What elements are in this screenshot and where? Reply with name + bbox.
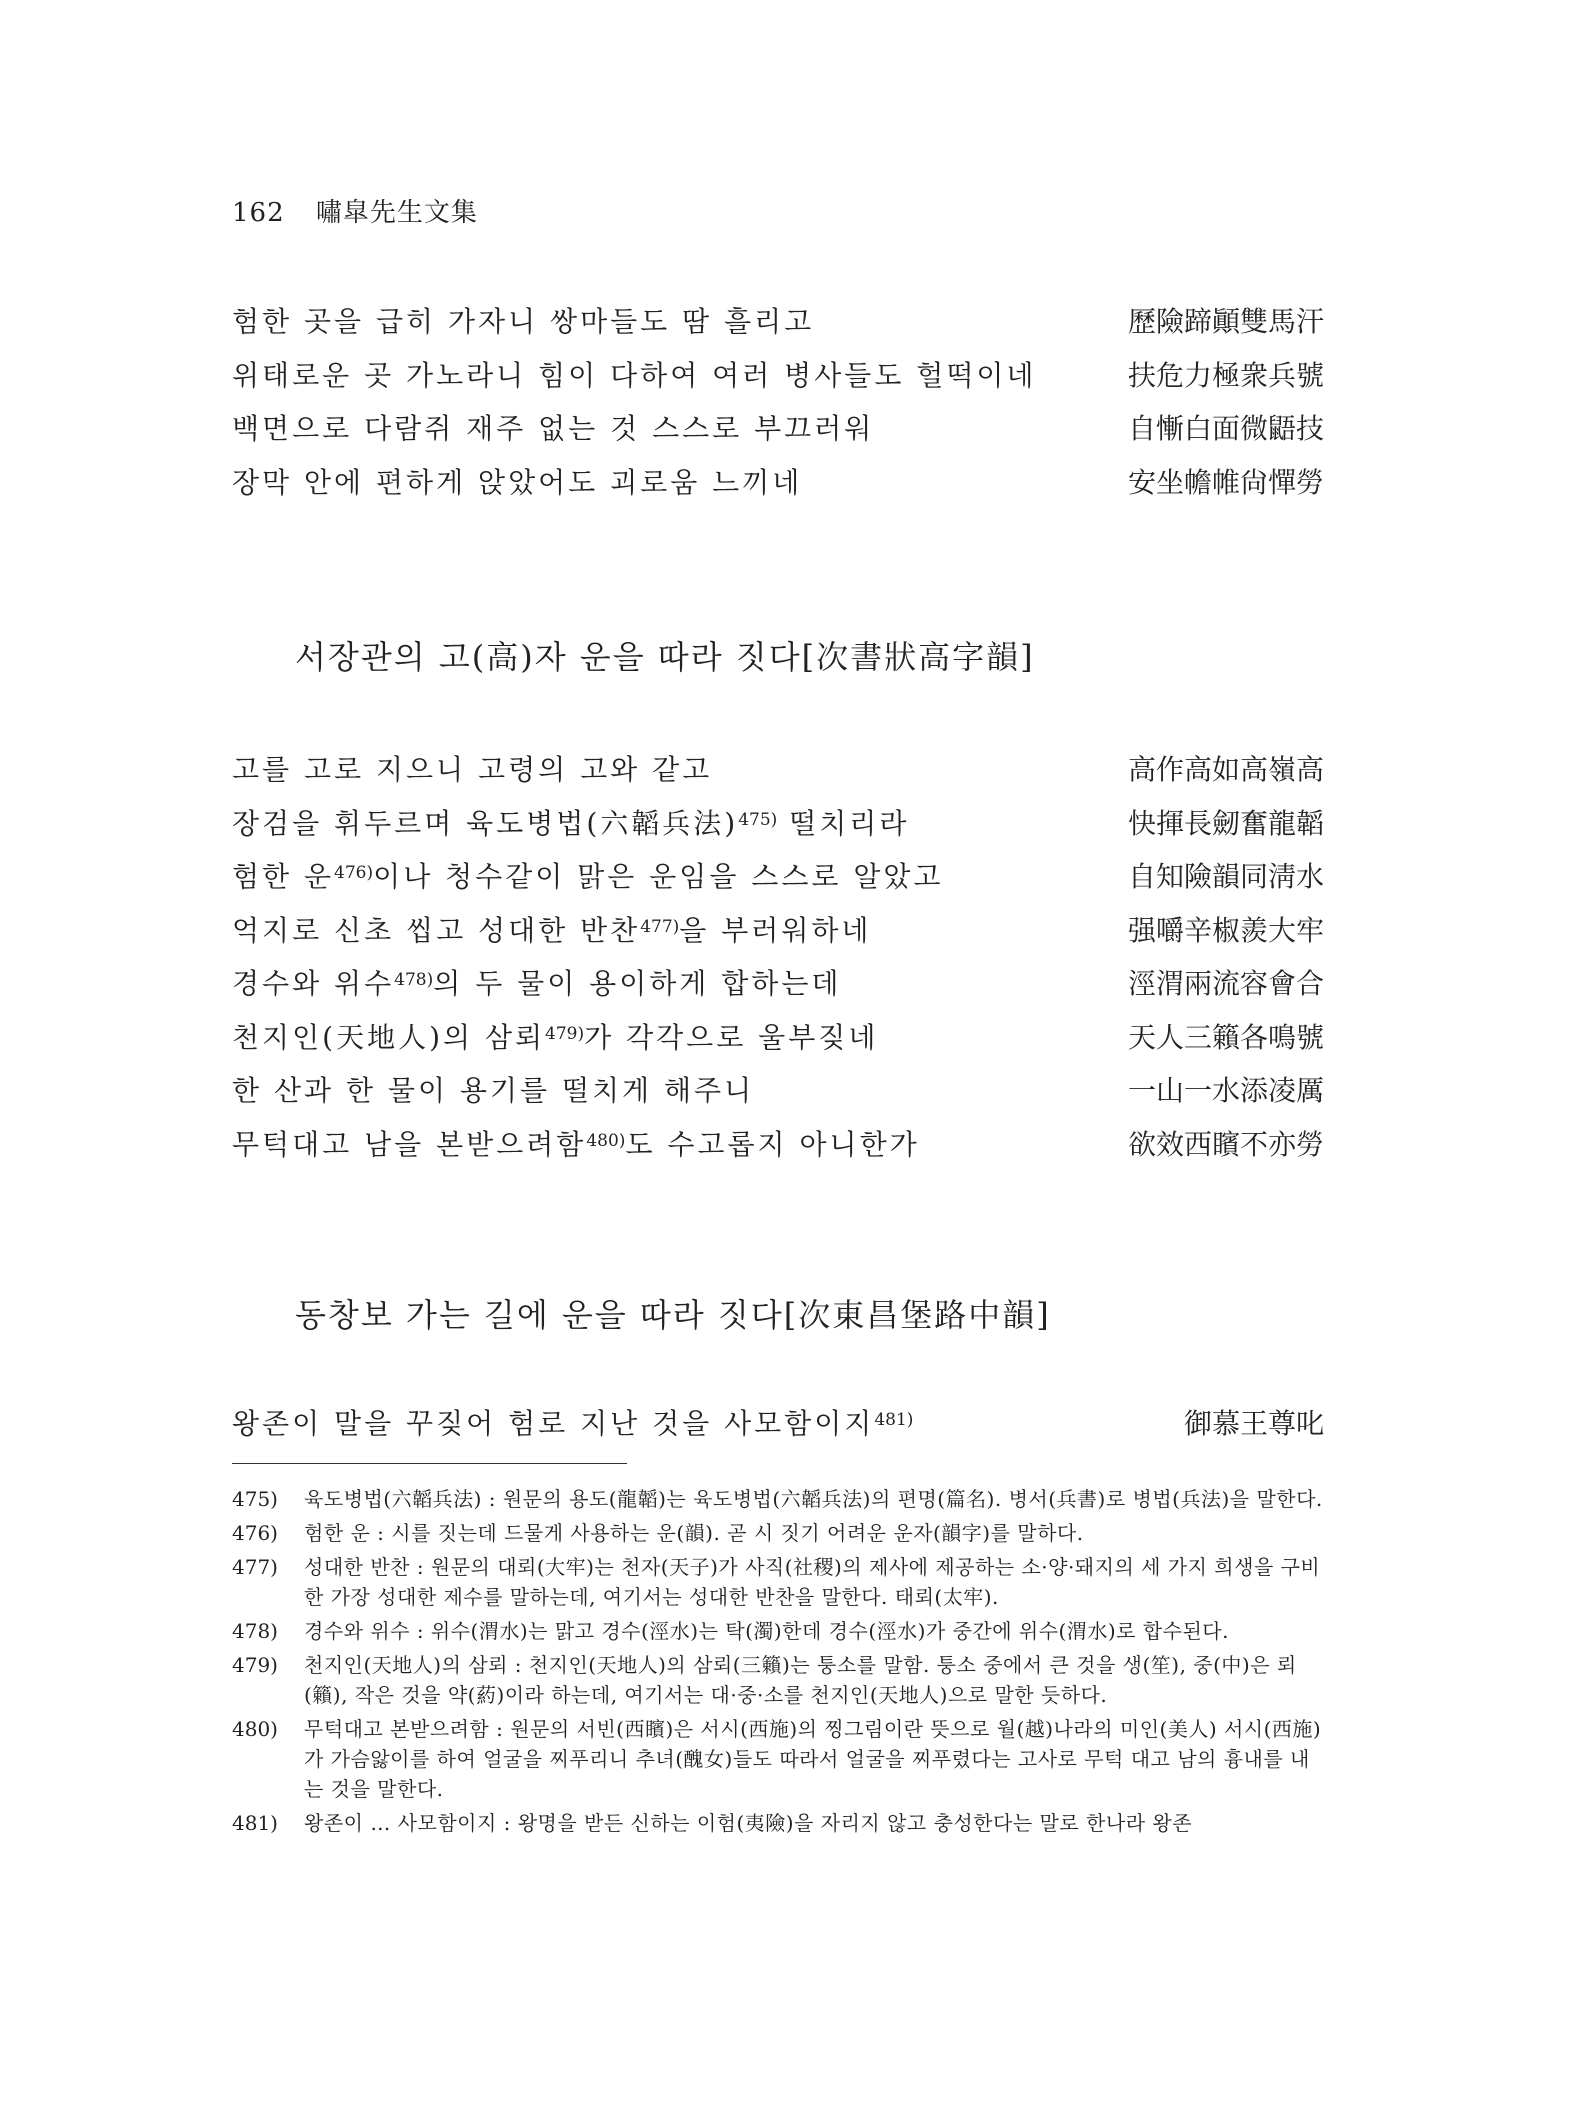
- footnote-number: 475): [232, 1487, 278, 1511]
- verse-line: [232, 1123, 1324, 1177]
- korean-verse: 천지인(天地人)의 삼뢰$^{479)}$가 각각으로 울부짖네: [232, 1020, 879, 1054]
- verse-line: [232, 1069, 1324, 1123]
- verse-line: [232, 909, 1324, 963]
- footnote: [232, 1518, 1326, 1548]
- korean-verse: 험한 운$^{476)}$이나 청수같이 맑은 운임을 스스로 알았고: [232, 860, 944, 893]
- hanja-verse: 欲效西矉不亦勞: [1127, 1127, 1324, 1161]
- korean-verse: 왕존이 말을 꾸짖어 험로 지난 것을 사모함이지$^{481)}$: [232, 1407, 914, 1440]
- hanja-verse: 一山一水添凌厲: [1127, 1074, 1324, 1107]
- footnote-ref: 480): [586, 1130, 626, 1151]
- hanja-verse: 扶危力極衆兵號: [1127, 358, 1324, 392]
- footnote-ref: 475): [738, 809, 778, 830]
- footnote-divider: [232, 1463, 627, 1464]
- hanja-verse: 强嚼辛椒羨大牢: [1127, 913, 1324, 947]
- poem-1: [232, 300, 1324, 514]
- verse-line: [232, 962, 1324, 1016]
- hanja-verse: 自知險韻同淸水: [1127, 860, 1324, 893]
- footnote-text: 험한 운 : 시를 짓는데 드물게 사용하는 운(韻). 곧 시 짓기 어려운 운자(韻字)를 말하다.: [304, 1521, 1084, 1545]
- verse-line: [232, 855, 1324, 909]
- footnote-ref: 476): [334, 863, 374, 883]
- korean-verse: 억지로 신초 씹고 성대한 반찬$^{477)}$을 부러워하네: [232, 913, 872, 947]
- poem-title: 서장관의 고(高)자 운을 따라 짓다[次書狀高字韻]: [295, 638, 1035, 676]
- footnote: [232, 1808, 1326, 1838]
- korean-verse: 한 산과 한 물이 용기를 떨치게 해주니: [232, 1074, 755, 1107]
- footnote-text: 육도병법(六韜兵法) : 원문의 용도(龍韜)는 육도병법(六韜兵法)의 편명(篇名). 병서(兵書)로 병법(兵法)을 말한다.: [304, 1487, 1323, 1511]
- hanja-verse: 快揮長劒奮龍韜: [1127, 806, 1324, 840]
- footnote: [232, 1484, 1326, 1514]
- footnote: [232, 1616, 1326, 1646]
- korean-verse: 고를 고로 지으니 고령의 고와 같고: [232, 753, 713, 786]
- book-title: 嘯皐先生文集: [315, 198, 478, 228]
- korean-verse: 백면으로 다람쥐 재주 없는 것 스스로 부끄러워: [232, 412, 875, 445]
- verse-line: [232, 354, 1324, 408]
- korean-verse: 위태로운 곳 가노라니 힘이 다하여 여러 병사들도 헐떡이네: [232, 358, 1037, 392]
- hanja-verse: 涇渭兩流容會合: [1127, 967, 1324, 1000]
- hanja-verse: 高作高如高嶺高: [1127, 753, 1324, 786]
- hanja-verse: 歷險蹄顚雙馬汗: [1127, 305, 1324, 338]
- footnote-text: 무턱대고 본받으려함 : 원문의 서빈(西矉)은 서시(西施)의 찡그림이란 뜻으로 월(越)나라의 미인(美人) 서시(西施)가 가슴앓이를 하여 얼굴을 찌푸리니 추녀(醜女)들도 따라서 얼굴을 찌푸렸다는 고사로 무턱 대고 남의 흉내를 내는 것을 말한다.: [304, 1717, 1322, 1801]
- footnote-text: 천지인(天地人)의 삼뢰 : 천지인(天地人)의 삼뢰(三籟)는 퉁소를 말함. 퉁소 중에서 큰 것을 생(笙), 중(中)은 뢰(籟), 작은 것을 약(葯)이라 하는데, 여기서는 대·중·소를 천지인(天地人)으로 말한 듯하다.: [304, 1653, 1297, 1707]
- korean-verse: 경수와 위수$^{478)}$의 두 물이 용이하게 합하는데: [232, 967, 842, 1000]
- footnotes: [232, 1484, 1326, 1842]
- footnote-ref: 477): [640, 916, 680, 937]
- verse-line: [232, 461, 1324, 515]
- footnote-ref: 478): [394, 970, 434, 990]
- footnote: [232, 1650, 1326, 1710]
- footnote-number: 478): [232, 1619, 278, 1643]
- footnote-number: 481): [232, 1811, 278, 1835]
- footnote-number: 477): [232, 1555, 278, 1579]
- verse-line: [232, 300, 1324, 354]
- footnote-ref: 479): [545, 1023, 585, 1044]
- poem-2: [232, 748, 1324, 1176]
- verse-line: [232, 1402, 1324, 1456]
- footnote-number: 480): [232, 1717, 278, 1741]
- korean-verse: 무턱대고 남을 본받으려함$^{480)}$도 수고롭지 아니한가: [232, 1127, 920, 1161]
- footnote: [232, 1714, 1326, 1804]
- verse-line: [232, 748, 1324, 802]
- footnote-text: 왕존이 … 사모함이지 : 왕명을 받든 신하는 이험(夷險)을 자리지 않고 충성한다는 말로 한나라 왕존: [304, 1811, 1193, 1835]
- footnote-ref: 481): [874, 1410, 914, 1430]
- verse-line: [232, 802, 1324, 856]
- verse-line: [232, 1016, 1324, 1070]
- korean-verse: 험한 곳을 급히 가자니 쌍마들도 땀 흘리고: [232, 305, 815, 338]
- footnote-text: 경수와 위수 : 위수(渭水)는 맑고 경수(涇水)는 탁(濁)한데 경수(涇水)가 중간에 위수(渭水)로 합수된다.: [304, 1619, 1229, 1643]
- hanja-verse: 天人三籟各鳴號: [1127, 1020, 1324, 1054]
- poem-3: [232, 1402, 1324, 1456]
- poem-title: 동창보 가는 길에 운을 따라 짓다[次東昌堡路中韻]: [295, 1296, 1051, 1334]
- footnote-number: 479): [232, 1653, 278, 1677]
- verse-line: [232, 407, 1324, 461]
- korean-verse: 장막 안에 편하게 앉았어도 괴로움 느끼네: [232, 465, 803, 499]
- hanja-verse: 御慕王尊叱: [1183, 1407, 1324, 1440]
- korean-verse: 장검을 휘두르며 육도병법(六韜兵法)$^{475)}$ 떨치리라: [232, 806, 910, 840]
- running-header: [232, 192, 478, 229]
- footnote-number: 476): [232, 1521, 278, 1545]
- footnote-text: 성대한 반찬 : 원문의 대뢰(大牢)는 천자(天子)가 사직(社稷)의 제사에 제공하는 소·양·돼지의 세 가지 희생을 구비한 가장 성대한 제수를 말하는데, 여기서는 성대한 반찬을 말한다. 태뢰(太牢).: [304, 1555, 1321, 1609]
- hanja-verse: 安坐幨帷尙憚勞: [1127, 465, 1324, 499]
- page-number: 162: [232, 198, 285, 228]
- footnote: [232, 1552, 1326, 1612]
- hanja-verse: 自慚白面微鼯技: [1127, 412, 1324, 445]
